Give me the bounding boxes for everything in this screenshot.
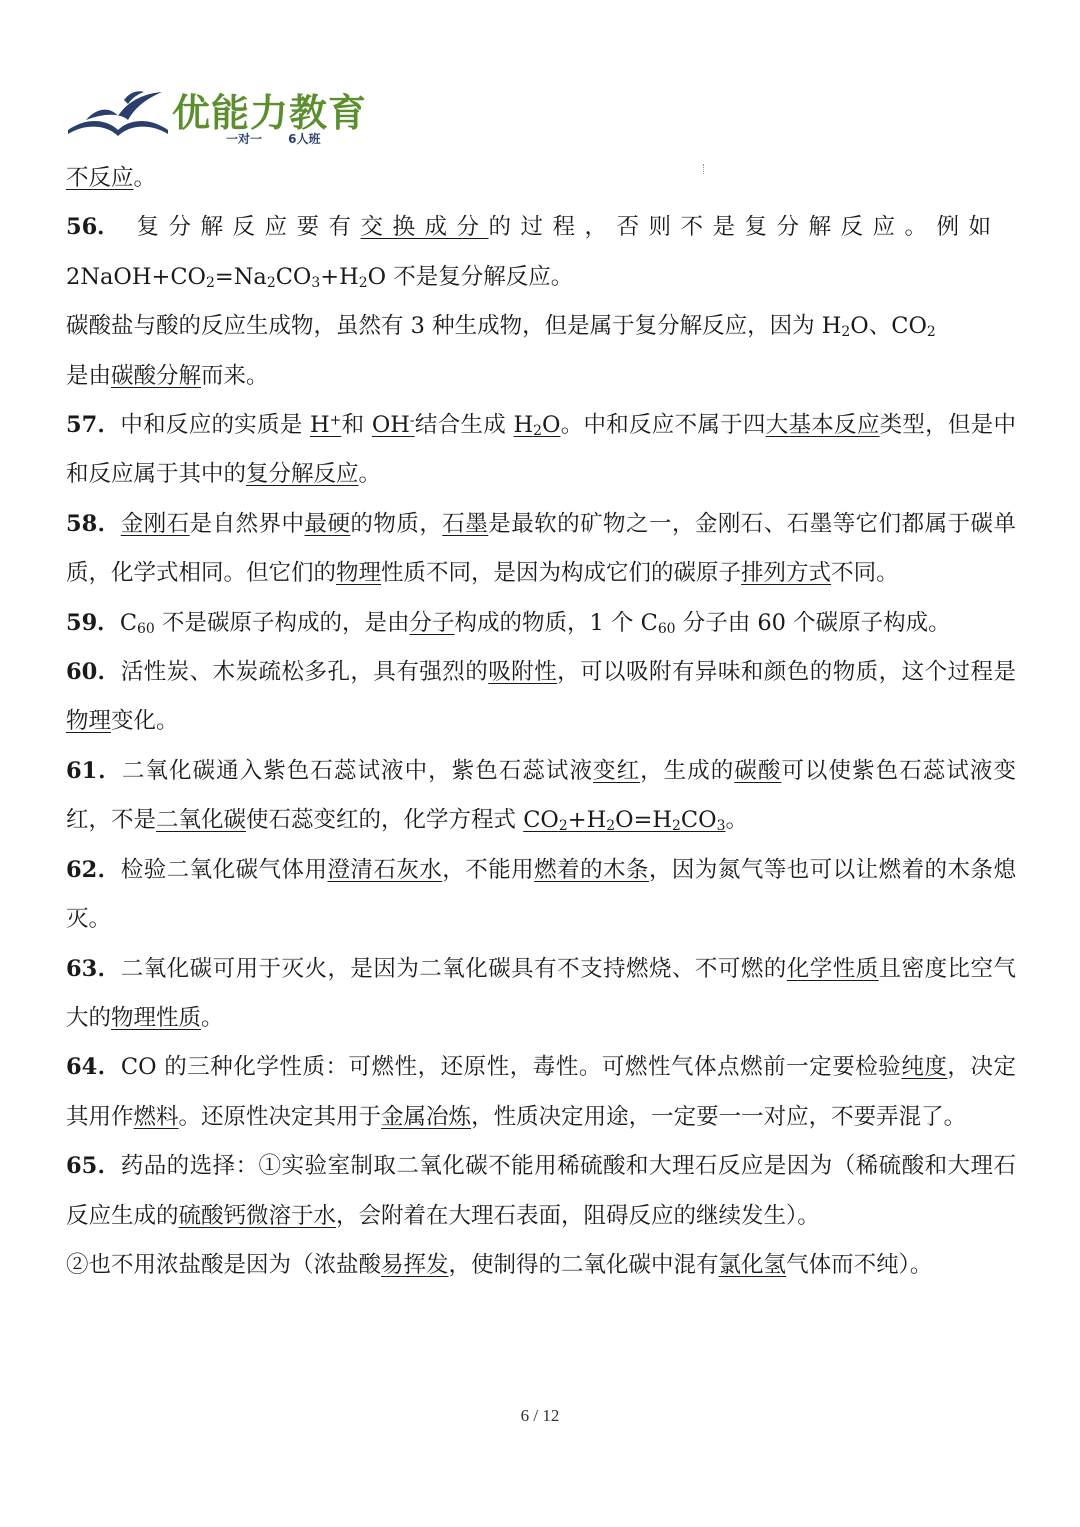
item-number: 63． bbox=[66, 955, 121, 982]
item-58: 58．金刚石是自然界中最硬的物质，石墨是最软的矿物之一，金刚石、石墨等它们都属于碳单质，化学式相同。但它们的物理性质不同，是因为构成它们的碳原子排列方式不同。 bbox=[66, 510, 1016, 587]
document-body bbox=[66, 154, 1016, 1290]
item-60: 60．活性炭、木炭疏松多孔，具有强烈的吸附性，可以吸附有异味和颜色的物质，这个过程是物理变化。 bbox=[66, 659, 1016, 735]
item-number: 65． bbox=[66, 1153, 121, 1180]
answer-underline: 石墨 bbox=[442, 510, 489, 537]
brand-slogan: 一对一 6人班 bbox=[226, 132, 321, 146]
chemical-equation: $CO_2+H_2O=H_2CO_3$ bbox=[523, 807, 726, 835]
item-57: 57．中和反应的实质是 H+和 OH-结合生成 $H_2O$。中和反应不属于四大基本反应类型，但是中和反应属于其中的复分解反应。 bbox=[66, 412, 1016, 488]
answer-underline: 氯化氢 bbox=[718, 1251, 787, 1278]
answer-underline: 金刚石 bbox=[120, 510, 190, 537]
chemical-equation: $2NaOH+CO_2=Na_2CO_3+H_2O$ bbox=[66, 263, 387, 291]
item-number: 58． bbox=[66, 510, 121, 537]
paragraph-carbonate: 碳酸盐与酸的反应生成物，虽然有 3 种生成物，但是属于复分解反应，因为 $H_2O$、$CO_2$ 是由碳酸分解而来。 bbox=[66, 313, 936, 389]
item-65: 65．药品的选择：①实验室制取二氧化碳不能用稀硫酸和大理石反应是因为（稀硫酸和大理石反应生成的硫酸钙微溶于水，会附着在大理石表面，阻碍反应的继续发生）。 bbox=[66, 1153, 1016, 1229]
item-number: 64． bbox=[66, 1054, 121, 1081]
answer-underline: $H_2O$ bbox=[513, 412, 561, 439]
answer-underline: 二氧化碳 bbox=[156, 807, 247, 834]
paragraph-55-continuation: 不反应。 bbox=[66, 165, 157, 191]
answer-underline: 纯度 bbox=[901, 1054, 948, 1081]
item-number: 61． bbox=[66, 757, 122, 784]
answer-underline: 吸附性 bbox=[488, 659, 558, 686]
item-number: 56． bbox=[66, 214, 120, 241]
answer-underline: 不反应 bbox=[66, 165, 134, 191]
answer-underline: 最硬 bbox=[304, 510, 351, 537]
header-logo bbox=[66, 82, 386, 152]
item-number: 60． bbox=[66, 659, 121, 686]
answer-underline: H+ bbox=[310, 412, 342, 439]
item-62: 62．检验二氧化碳气体用澄清石灰水，不能用燃着的木条，因为氮气等也可以让燃着的木条熄灭。 bbox=[66, 856, 1016, 933]
answer-underline: 分子 bbox=[409, 609, 455, 636]
answer-underline: 化学性质 bbox=[786, 955, 879, 982]
answer-underline: 复分解反应 bbox=[246, 461, 359, 488]
answer-underline: 燃料 bbox=[133, 1103, 179, 1130]
answer-underline: 大基本反应 bbox=[765, 412, 880, 439]
answer-underline: 物理 bbox=[66, 708, 112, 735]
item-61: 61．二氧化碳通入紫色石蕊试液中，紫色石蕊试液变红，生成的碳酸可以使紫色石蕊试液变红，不是二氧化碳使石蕊变红的，化学方程式 $CO_2+H_2O=H_2CO_3$。 bbox=[66, 757, 1016, 835]
item-64: 64．CO 的三种化学性质：可燃性，还原性，毒性。可燃性气体点燃前一定要检验纯度，决定其用作燃料。还原性决定其用于金属冶炼，性质决定用途，一定要一一对应，不要弄混了。 bbox=[66, 1054, 1016, 1130]
answer-underline: 交换成分 bbox=[360, 214, 489, 241]
answer-underline: 易挥发 bbox=[381, 1251, 449, 1278]
answer-underline: 金属冶炼 bbox=[381, 1103, 472, 1130]
answer-underline: 燃着的木条 bbox=[534, 856, 649, 883]
answer-underline: 物理 bbox=[336, 560, 382, 587]
item-number: 57． bbox=[66, 412, 121, 439]
item-number: 59． bbox=[66, 609, 120, 636]
item-number: 62． bbox=[66, 856, 121, 883]
brand-name: 优能力教育 bbox=[172, 91, 368, 135]
item-65-continuation: ②也不用浓盐酸是因为（浓盐酸易挥发，使制得的二氧化碳中混有氯化氢气体而不纯）。 bbox=[66, 1251, 933, 1278]
answer-underline: OH- bbox=[371, 412, 415, 439]
item-56: 56． 复分解反应要有交换成分的过程，否则不是复分解反应。例如 $2NaOH+CO_2=Na_2CO_3+H_2O$ 不是复分解反应。 bbox=[66, 214, 1001, 291]
item-63: 63．二氧化碳可用于灭火，是因为二氧化碳具有不支持燃烧、不可燃的化学性质且密度比空气大的物理性质。 bbox=[66, 955, 1016, 1031]
answer-underline: 碳酸 bbox=[734, 757, 782, 784]
book-bird-logo-icon bbox=[66, 86, 170, 138]
answer-underline: 碳酸分解 bbox=[111, 362, 202, 389]
answer-underline: 物理性质 bbox=[111, 1004, 202, 1031]
answer-underline: 澄清石灰水 bbox=[327, 856, 443, 883]
answer-underline: 排列方式 bbox=[741, 560, 832, 587]
answer-underline: 硫酸钙微溶于水 bbox=[178, 1202, 337, 1229]
answer-underline: 变红 bbox=[593, 757, 641, 784]
item-59: 59．$C_{60}$ 不是碳原子构成的，是由分子构成的物质，1 个 $C_{60}$ 分子由 60 个碳原子构成。 bbox=[66, 609, 951, 637]
page-number: 6 / 12 bbox=[520, 1406, 560, 1425]
